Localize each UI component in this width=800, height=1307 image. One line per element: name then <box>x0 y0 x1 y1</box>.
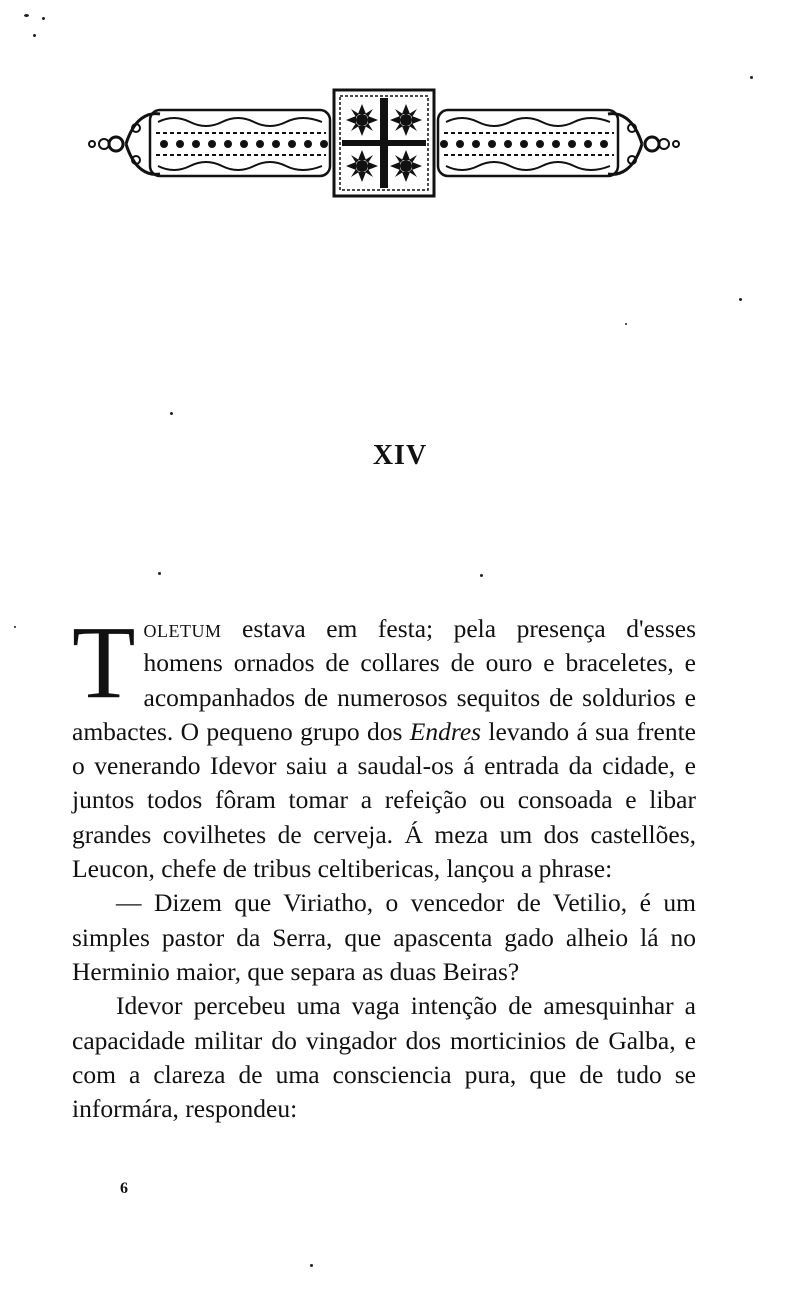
speck <box>750 76 753 79</box>
page-number: 6 <box>120 1180 128 1197</box>
speck <box>170 412 173 415</box>
smallcaps-word: oletum <box>143 614 222 643</box>
speck <box>480 574 483 577</box>
speck <box>158 572 161 575</box>
speck <box>739 298 742 301</box>
speck <box>42 17 45 20</box>
paragraph-1-text: estava em festa; pela presença d'esses homens ornados de collares de ouro e braceletes, e acompanhados de numerosos sequitos de soldurios e ambactes. O pequeno grupo dos <box>72 614 696 746</box>
italic-word: Endres <box>409 716 482 746</box>
speck <box>625 323 627 325</box>
paragraph-3: Idevor percebeu uma vaga intenção de amesquinhar a capacidade militar do vingador dos morticinios de Galba, e com a clareza de uma consciencia pura, que de tudo se informára, respondeu: <box>72 991 696 1124</box>
chapter-number: XIV <box>372 440 428 471</box>
headpiece-ornament <box>84 88 684 198</box>
drop-cap: T <box>72 605 136 720</box>
body-text <box>72 605 696 1126</box>
paragraph-1-text-after: levando á sua frente o venerando Idevor saiu a saudal-os á entrada da cidade, e juntos todos fôram tomar a refeição ou consoada e libar grandes covilhetes de cerveja. Á meza um dos castellões, Leucon, chefe de tribus celtibericas, lançou a phrase: <box>72 716 696 884</box>
speck <box>33 34 36 37</box>
speck <box>24 14 29 17</box>
paragraph-1 <box>72 605 696 886</box>
speck <box>310 1264 313 1267</box>
paragraph-2: — Dizem que Viriatho, o vencedor de Vetilio, é um simples pastor da Serra, que apascenta gado alheio lá no Herminio maior, que separa as duas Beiras? <box>72 888 696 986</box>
speck <box>14 626 16 628</box>
